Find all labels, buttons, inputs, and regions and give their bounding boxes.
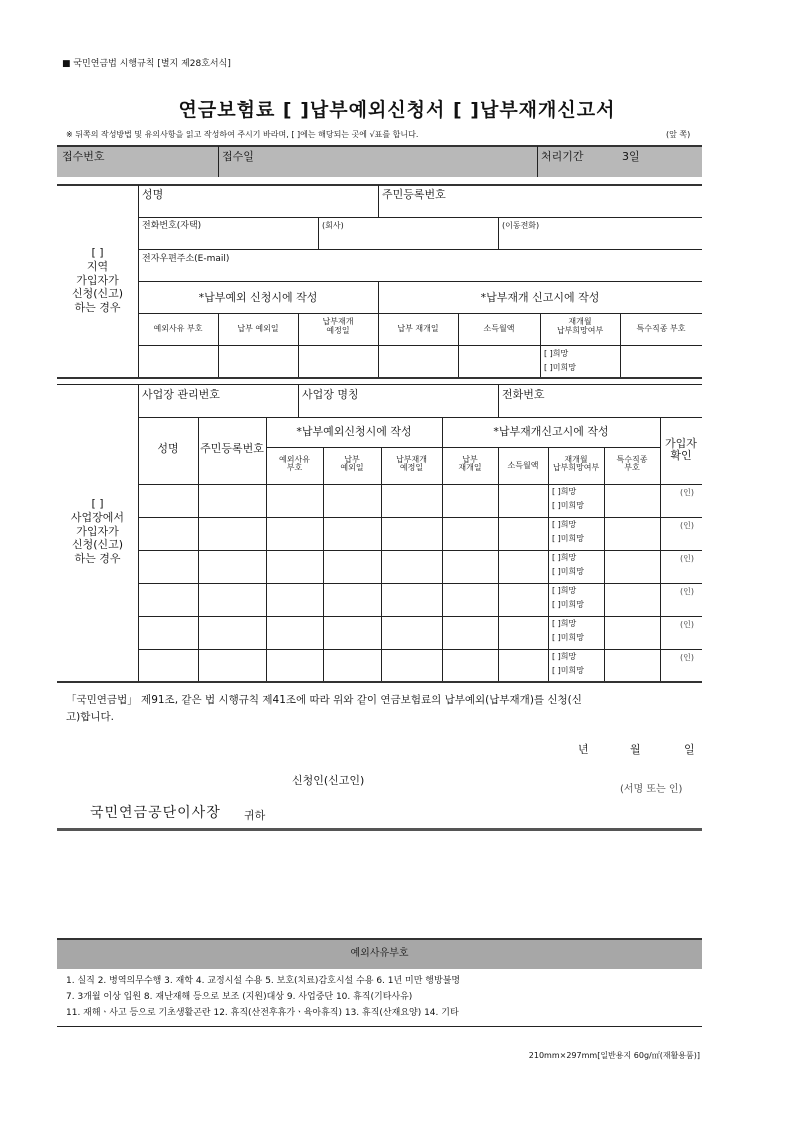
cell-divider bbox=[323, 447, 324, 681]
workplace-sign-mark: (인) bbox=[680, 488, 694, 497]
date-month-label: 월 bbox=[630, 743, 641, 756]
row-rule bbox=[138, 417, 702, 418]
workplace-name-label: 사업장 명칭 bbox=[302, 388, 359, 401]
declaration-line-2: 고)합니다. bbox=[66, 711, 115, 723]
regional-col-resume-date: 납부 재개일 bbox=[397, 324, 439, 333]
workplace-col-exemption-date: 납부 예외일 bbox=[340, 455, 364, 473]
receipt-divider bbox=[218, 146, 219, 177]
row-rule bbox=[138, 345, 702, 346]
row-rule bbox=[138, 517, 702, 518]
regional-section-label: [ ] 지역 가입자가 신청(신고) 하는 경우 bbox=[71, 246, 124, 314]
regional-bottom-rule bbox=[57, 377, 702, 379]
row-rule bbox=[138, 281, 702, 282]
cell-divider bbox=[318, 217, 319, 249]
workplace-section-label: [ ] 사업장에서 가입자가 신청(신고) 하는 경우 bbox=[70, 497, 125, 565]
processing-period-label: 처리기간 bbox=[541, 150, 584, 163]
cell-divider bbox=[378, 185, 379, 217]
workplace-hope-option[interactable]: [ ]희망 bbox=[552, 586, 577, 595]
regional-name-label: 성명 bbox=[142, 188, 164, 201]
workplace-hope-option[interactable]: [ ]희망 bbox=[552, 520, 577, 529]
cell-divider bbox=[498, 385, 499, 417]
workplace-col-income: 소득월액 bbox=[507, 461, 539, 470]
regional-office-phone-label: (회사) bbox=[322, 221, 344, 230]
row-rule bbox=[266, 447, 660, 448]
workplace-resume-header: *납부재개신고시에 작성 bbox=[493, 425, 609, 438]
regional-hope-option[interactable]: [ ]희망 bbox=[544, 349, 569, 358]
workplace-sign-mark: (인) bbox=[680, 521, 694, 530]
workplace-col-hope: 재개월 납부희망여부 bbox=[552, 455, 600, 473]
receipt-date-label: 접수일 bbox=[222, 150, 254, 163]
receipt-number-label: 접수번호 bbox=[62, 150, 105, 163]
workplace-no-hope-option[interactable]: [ ]미희망 bbox=[552, 666, 584, 675]
cell-divider bbox=[548, 447, 549, 681]
workplace-col-name: 성명 bbox=[157, 442, 179, 455]
row-rule bbox=[138, 550, 702, 551]
regional-col-income: 소득월액 bbox=[483, 324, 515, 333]
workplace-col-resume-date: 납부 재개일 bbox=[458, 455, 482, 473]
recipient: 국민연금공단이사장 bbox=[90, 805, 221, 821]
instruction-text: ※ 뒤쪽의 작성방법 및 유의사항을 읽고 작성하여 주시기 바라며, [ ]에는 해당되는 곳에 √표를 합니다. bbox=[66, 130, 419, 139]
workplace-mgmt-no-label: 사업장 관리번호 bbox=[142, 388, 220, 401]
receipt-top-rule bbox=[57, 145, 702, 147]
workplace-hope-option[interactable]: [ ]희망 bbox=[552, 487, 577, 496]
paper-spec: 210mm×297mm[일반용지 60g/㎡(재활용품)] bbox=[528, 1051, 700, 1060]
footer-rule bbox=[57, 828, 702, 831]
page-side-label: (앞 쪽) bbox=[666, 130, 691, 139]
workplace-no-hope-option[interactable]: [ ]미희망 bbox=[552, 501, 584, 510]
workplace-sign-mark: (인) bbox=[680, 620, 694, 629]
receipt-divider bbox=[537, 146, 538, 177]
row-rule bbox=[138, 217, 702, 218]
workplace-sign-mark: (인) bbox=[680, 554, 694, 563]
regional-email-label: 전자우편주소(E-mail) bbox=[142, 254, 230, 264]
processing-period-value: 3일 bbox=[622, 150, 640, 163]
workplace-no-hope-option[interactable]: [ ]미희망 bbox=[552, 633, 584, 642]
codes-line-3: 11. 재해ㆍ사고 등으로 기초생활곤란 12. 휴직(산전후휴가ㆍ육아휴직) 13. 휴직(산재요양) 14. 기타 bbox=[66, 1008, 459, 1018]
workplace-no-hope-option[interactable]: [ ]미희망 bbox=[552, 600, 584, 609]
declaration-line-1: 「국민연금법」 제91조, 같은 법 시행규칙 제41조에 따라 위와 같이 연금보험료의 납부예외(납부재개)를 신청(신 bbox=[66, 694, 582, 706]
receipt-band bbox=[57, 146, 702, 177]
row-rule bbox=[138, 616, 702, 617]
regional-resume-header: *납부재개 신고시에 작성 bbox=[480, 291, 600, 304]
row-rule bbox=[138, 649, 702, 650]
row-rule bbox=[138, 313, 702, 314]
codes-title: 예외사유부호 bbox=[350, 948, 409, 959]
workplace-label-divider bbox=[138, 385, 139, 681]
cell-divider bbox=[298, 385, 299, 417]
workplace-col-rrn: 주민등록번호 bbox=[200, 442, 264, 455]
workplace-exemption-header: *납부예외신청시에 작성 bbox=[296, 425, 412, 438]
row-rule bbox=[138, 484, 702, 485]
regional-mobile-phone-label: (이동전화) bbox=[502, 221, 540, 230]
workplace-col-resume-planned: 납부재개 예정일 bbox=[396, 455, 427, 473]
cell-divider bbox=[498, 217, 499, 249]
regional-col-hope: 재개월 납부희망여부 bbox=[556, 317, 604, 335]
codes-line-2: 7. 3개월 이상 입원 8. 재난재해 등으로 보조 (지원)대상 9. 사업중단 10. 휴직(기타사유) bbox=[66, 992, 413, 1002]
workplace-no-hope-option[interactable]: [ ]미희망 bbox=[552, 567, 584, 576]
workplace-hope-option[interactable]: [ ]희망 bbox=[552, 553, 577, 562]
workplace-phone-label: 전화번호 bbox=[502, 388, 545, 401]
workplace-top-rule bbox=[57, 384, 702, 385]
regional-home-phone-label: 전화번호(자택) bbox=[142, 221, 202, 231]
workplace-col-exemption-code: 예외사유 부호 bbox=[279, 455, 310, 473]
regional-col-resume-planned: 납부재개 예정일 bbox=[322, 317, 354, 335]
regional-rrn-label: 주민등록번호 bbox=[382, 188, 446, 201]
regional-col-special-code: 특수직종 부호 bbox=[636, 324, 686, 333]
regional-top-rule bbox=[57, 184, 702, 186]
row-rule bbox=[138, 249, 702, 250]
workplace-no-hope-option[interactable]: [ ]미희망 bbox=[552, 534, 584, 543]
workplace-bottom-rule bbox=[57, 681, 702, 683]
date-year-label: 년 bbox=[578, 743, 589, 756]
regional-no-hope-option[interactable]: [ ]미희망 bbox=[544, 363, 576, 372]
workplace-hope-option[interactable]: [ ]희망 bbox=[552, 619, 577, 628]
cell-divider bbox=[604, 447, 605, 681]
date-day-label: 일 bbox=[684, 743, 695, 756]
form-label: ■ 국민연금법 시행규칙 [별지 제28호서식] bbox=[62, 59, 231, 69]
cell-divider bbox=[498, 447, 499, 681]
regional-exemption-header: *납부예외 신청시에 작성 bbox=[198, 291, 318, 304]
row-rule bbox=[138, 583, 702, 584]
codes-bottom-rule bbox=[57, 1026, 702, 1027]
applicant-label: 신청인(신고인) bbox=[292, 774, 365, 787]
workplace-sign-mark: (인) bbox=[680, 587, 694, 596]
workplace-col-special-code: 특수직종 부호 bbox=[616, 455, 648, 473]
page-title: 연금보험료 [ ]납부예외신청서 [ ]납부재개신고서 bbox=[178, 99, 616, 121]
workplace-sign-mark: (인) bbox=[680, 653, 694, 662]
workplace-hope-option[interactable]: [ ]희망 bbox=[552, 652, 577, 661]
codes-top-rule bbox=[57, 938, 702, 940]
regional-col-exemption-date: 납부 예외일 bbox=[237, 324, 279, 333]
codes-line-1: 1. 실직 2. 병역의무수행 3. 재학 4. 교정시설 수용 5. 보호(치료)감호시설 수용 6. 1년 미만 행방불명 bbox=[66, 976, 461, 986]
cell-divider bbox=[198, 417, 199, 681]
signature-hint: (서명 또는 인) bbox=[620, 784, 683, 795]
cell-divider bbox=[381, 447, 382, 681]
recipient-suffix: 귀하 bbox=[244, 809, 266, 822]
workplace-col-confirm: 가입자 확인 bbox=[665, 437, 697, 462]
regional-col-exemption-code: 예외사유 부호 bbox=[153, 324, 203, 333]
